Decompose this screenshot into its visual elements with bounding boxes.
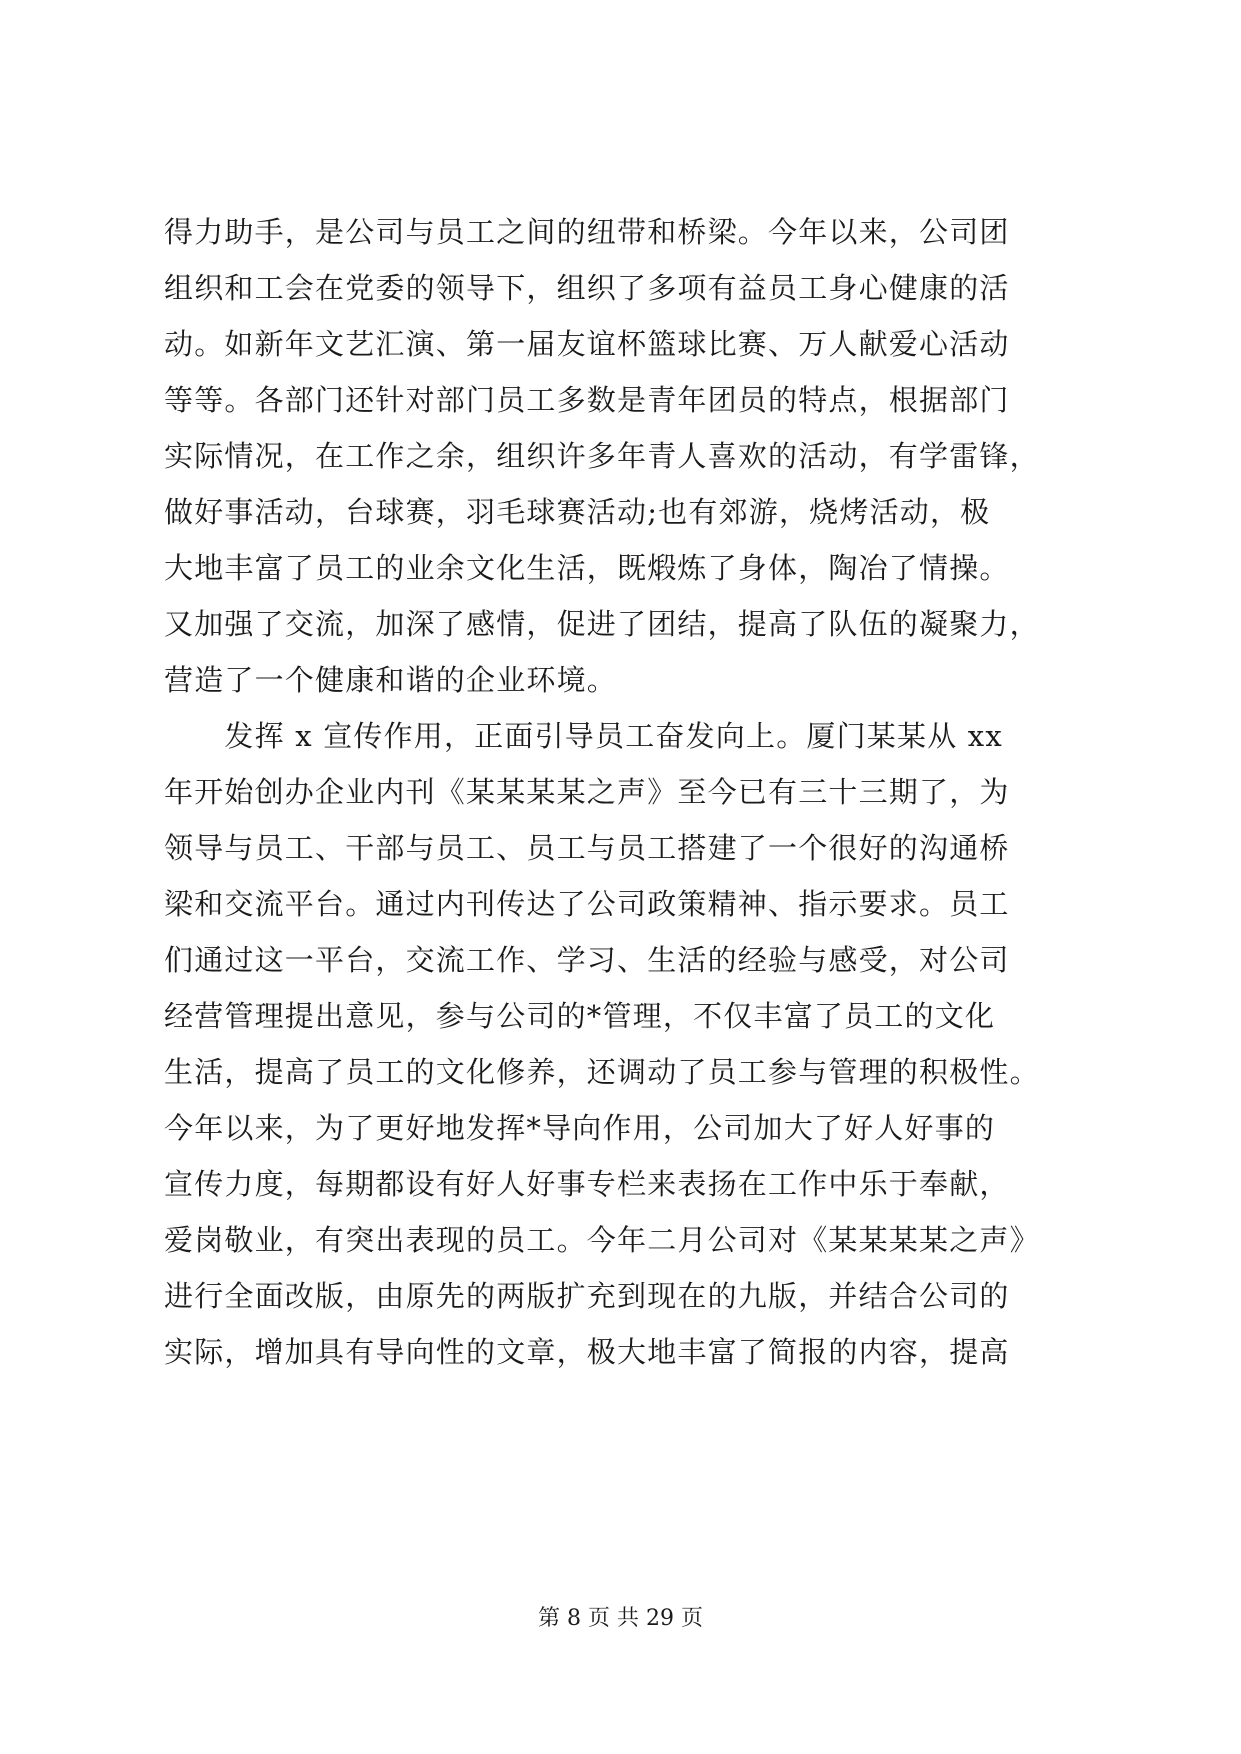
text-line: 进行全面改版，由原先的两版扩充到现在的九版，并结合公司的 xyxy=(164,1279,1010,1313)
text-line: 组织和工会在党委的领导下，组织了多项有益员工身心健康的活 xyxy=(164,271,1010,305)
text-line: 生活，提高了员工的文化修养，还调动了员工参与管理的积极性。 xyxy=(164,1055,1040,1089)
text-line: 营造了一个健康和谐的企业环境。 xyxy=(164,663,618,697)
text-line: 爱岗敬业，有突出表现的员工。今年二月公司对《某某某某之声》 xyxy=(164,1223,1040,1257)
text-line: 经营管理提出意见，参与公司的*管理，不仅丰富了员工的文化 xyxy=(164,999,996,1033)
text-line: 实际，增加具有导向性的文章，极大地丰富了简报的内容，提高 xyxy=(164,1335,1010,1369)
page-number-footer: 第 8 页 共 29 页 xyxy=(538,1606,703,1631)
text-line: 年开始创办企业内刊《某某某某之声》至今已有三十三期了，为 xyxy=(164,775,1010,809)
text-line: 实际情况，在工作之余，组织许多年青人喜欢的活动，有学雷锋， xyxy=(164,439,1040,473)
text-line: 今年以来，为了更好地发挥*导向作用，公司加大了好人好事的 xyxy=(164,1111,996,1145)
text-line: 做好事活动，台球赛，羽毛球赛活动;也有郊游，烧烤活动，极 xyxy=(164,495,991,529)
text-line: 得力助手，是公司与员工之间的纽带和桥梁。今年以来，公司团 xyxy=(164,215,1010,249)
text-line: 等等。各部门还针对部门员工多数是青年团员的特点，根据部门 xyxy=(164,383,1010,417)
text-line: 发挥 x 宣传作用，正面引导员工奋发向上。厦门某某从 xx xyxy=(164,719,1003,753)
text-line: 动。如新年文艺汇演、第一届友谊杯篮球比赛、万人献爱心活动 xyxy=(164,327,1010,361)
text-line: 梁和交流平台。通过内刊传达了公司政策精神、指示要求。员工 xyxy=(164,887,1010,921)
text-line: 宣传力度，每期都设有好人好事专栏来表扬在工作中乐于奉献， xyxy=(164,1167,1010,1201)
text-line: 又加强了交流，加深了感情，促进了团结，提高了队伍的凝聚力， xyxy=(164,607,1040,641)
text-line: 们通过这一平台，交流工作、学习、生活的经验与感受，对公司 xyxy=(164,943,1010,977)
text-line: 领导与员工、干部与员工、员工与员工搭建了一个很好的沟通桥 xyxy=(164,831,1010,865)
text-line: 大地丰富了员工的业余文化生活，既煅炼了身体，陶冶了情操。 xyxy=(164,551,1010,585)
